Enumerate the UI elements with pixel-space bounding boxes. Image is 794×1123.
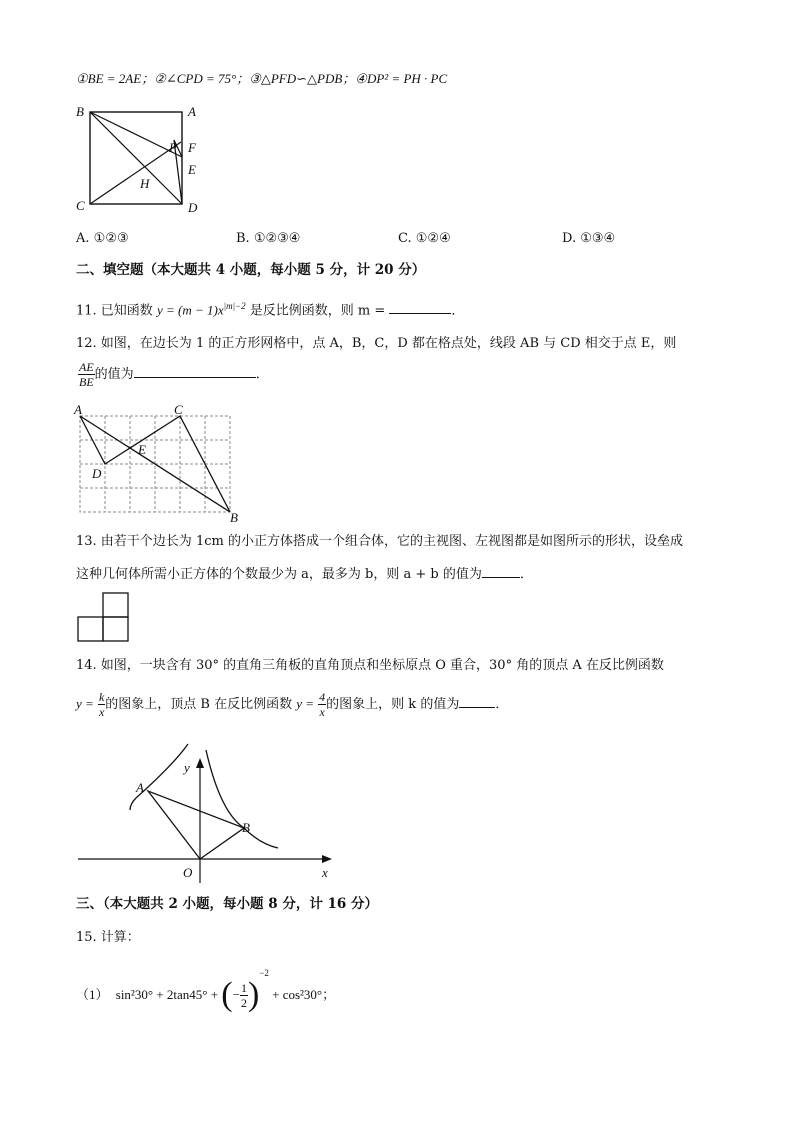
q12-label-b: B xyxy=(230,510,238,525)
q14-fraction-k-over-x: $\frac{k}{x}$ xyxy=(98,690,105,719)
q14-triangle-aob xyxy=(148,791,244,859)
q14-line2: y = $\frac{k}{x}$ 的图象上，顶点 B 在反比例函数 y = $\frac{4}{x}$ 的图象上，则 k 的值为 ． xyxy=(76,690,509,719)
q10-option-d: D. ①③④ xyxy=(562,231,616,246)
q10-figure xyxy=(70,100,210,220)
q12-line2: $\frac{AE}{BE}$ 的值为 ． xyxy=(79,360,269,389)
q10-label-p: P xyxy=(169,140,177,155)
q10-label-h: H xyxy=(140,176,150,191)
q12-line1: 12. 如图，在边长为 1 的正方形网格中，点 A，B，C，D 都在格点处，线段 AB 与 CD 相交于点 E，则 xyxy=(76,336,677,351)
q13-bottom-right-square xyxy=(103,617,128,641)
q10-label-c: C xyxy=(76,198,85,213)
section2-heading: 二、填空题（本大题共 4 小题，每小题 5 分，计 20 分） xyxy=(76,262,426,278)
section3-heading: 三、（本大题共 2 小题，每小题 8 分，计 16 分） xyxy=(76,896,379,912)
q10-label-e: E xyxy=(188,162,196,177)
q14-x-arrow xyxy=(322,855,332,863)
q10-line-cf xyxy=(90,142,181,204)
q11-answer-blank xyxy=(389,301,451,314)
q15-part1: （1） sin²30° + 2tan45° + (− $\frac{1}{2}$ )$^{-2}$ + cos²30°； xyxy=(76,968,336,1014)
q14-line1: 14. 如图，一块含有 30° 的直角三角板的直角顶点和坐标原点 O 重合，30° 角的顶点 A 在反比例函数 xyxy=(76,658,664,673)
q10-label-f: F xyxy=(188,140,196,155)
q14-label-y: y xyxy=(184,760,190,775)
q14-label-a: A xyxy=(136,780,144,795)
q14-label-x: x xyxy=(322,865,328,880)
q12-label-a: A xyxy=(74,402,82,417)
q10-option-b: B. ①②③④ xyxy=(236,231,301,246)
q11-line: 11. 已知函数 $y = (m - 1)x^{|m|-2}$ 是反比例函数，则 m = ． xyxy=(76,301,465,319)
q14-y-arrow xyxy=(196,758,204,768)
q10-option-a: A. ①②③ xyxy=(76,231,129,246)
q10-label-b: B xyxy=(76,104,84,119)
q12-label-c: C xyxy=(174,402,183,417)
q10-statements: ①BE = 2AE；②∠CPD = 75°；③△PFD∽△PDB；④DP² = PH · PC xyxy=(76,71,448,86)
q10-diagonal-bd xyxy=(90,112,182,204)
q12-answer-blank xyxy=(134,365,256,378)
q12-fraction: $\frac{AE}{BE}$ xyxy=(79,360,94,389)
q13-top-square xyxy=(103,593,128,617)
q15-fraction: $\frac{1}{2}$ xyxy=(240,980,247,1010)
q14-fraction-4-over-x: $\frac{4}{x}$ xyxy=(319,690,326,719)
q15-title: 15. 计算： xyxy=(76,930,140,945)
q12-label-e: E xyxy=(138,442,146,457)
q14-coordinate-figure xyxy=(70,740,350,890)
q14-label-o: O xyxy=(183,865,193,880)
q13-bottom-left-square xyxy=(78,617,103,641)
q12-grid-figure xyxy=(70,400,250,525)
q13-line2: 这种几何体所需小正方体的个数最少为 a，最多为 b，则 a + b 的值为 ． xyxy=(76,567,533,582)
q13-answer-blank xyxy=(482,565,520,578)
q10-label-a: A xyxy=(188,104,196,119)
q13-view-figure xyxy=(74,590,134,646)
q14-answer-blank xyxy=(459,695,495,708)
q10-option-c: C. ①②④ xyxy=(398,231,451,246)
q14-label-b: B xyxy=(242,820,250,835)
q12-label-d: D xyxy=(92,466,102,481)
q13-line1: 13. 由若干个边长为 1cm 的小正方体搭成一个组合体，它的主视图、左视图都是如图所示的形状，设垒成 xyxy=(76,534,683,549)
q10-label-d: D xyxy=(188,200,198,215)
